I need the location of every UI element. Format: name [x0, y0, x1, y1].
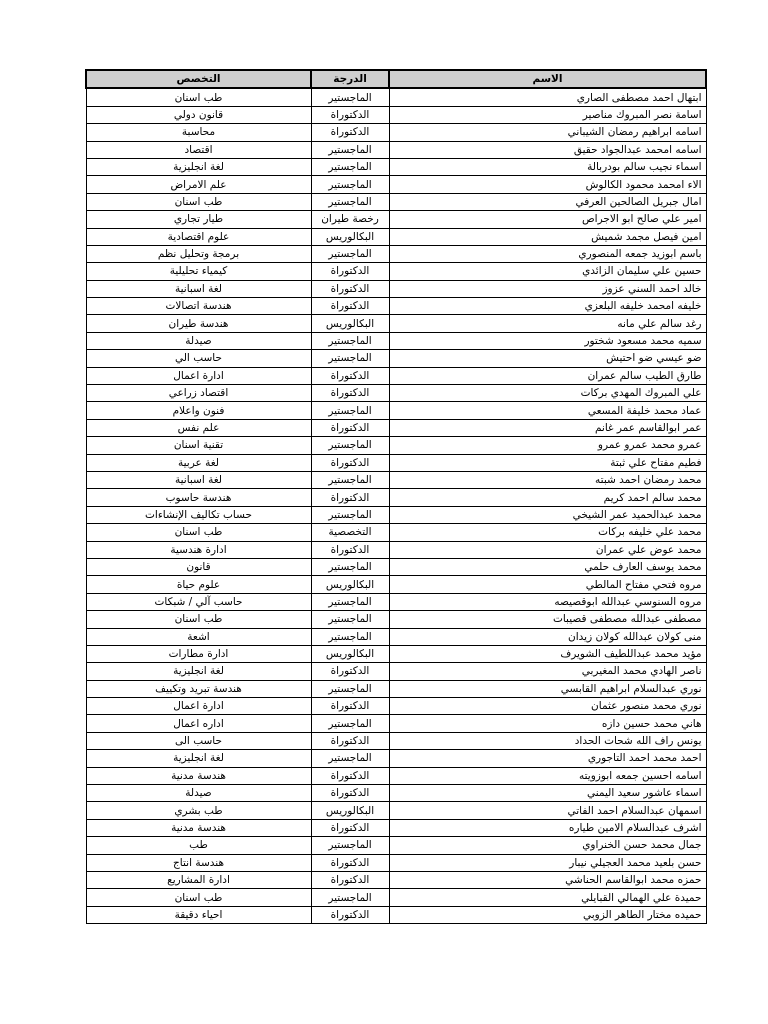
- cell-degree: الدكتوراة: [311, 280, 389, 297]
- cell-name: نوري محمد منصور عثمان: [389, 698, 706, 715]
- cell-specialization: اقتصاد زراعي: [86, 385, 311, 402]
- cell-specialization: طب بشري: [86, 802, 311, 819]
- cell-specialization: حساب تكاليف الإنشاءات: [86, 506, 311, 523]
- table-row: [86, 245, 706, 262]
- cell-name: الاء امحمد محمود الكالوش: [389, 176, 706, 193]
- table-row: [86, 124, 706, 141]
- table-row: [86, 88, 706, 106]
- cell-name: فطيم مفتاح علي ثبتة: [389, 454, 706, 471]
- table-row: [86, 106, 706, 123]
- cell-degree: البكالوريس: [311, 576, 389, 593]
- cell-degree: الدكتوراة: [311, 454, 389, 471]
- cell-specialization: لغة اسبانية: [86, 280, 311, 297]
- cell-name: اسامه ابراهيم رمضان الشيباني: [389, 124, 706, 141]
- table-row: [86, 263, 706, 280]
- cell-specialization: هندسة تبريد وتكييف: [86, 680, 311, 697]
- cell-name: اسامه امحمد عبدالجواد حقيق: [389, 141, 706, 158]
- cell-specialization: قانون: [86, 558, 311, 575]
- cell-degree: الماجستير: [311, 402, 389, 419]
- cell-degree: الماجستير: [311, 193, 389, 210]
- cell-name: محمد عوض علي عمران: [389, 541, 706, 558]
- cell-name: حسن بلعيد محمد العجيلي نيبار: [389, 854, 706, 871]
- cell-degree: الدكتوراة: [311, 541, 389, 558]
- cell-specialization: فنون واعلام: [86, 402, 311, 419]
- cell-degree: الدكتوراة: [311, 385, 389, 402]
- cell-name: امال جبريل الصالحين العرفي: [389, 193, 706, 210]
- cell-specialization: محاسبة: [86, 124, 311, 141]
- table-row: [86, 524, 706, 541]
- cell-specialization: هندسة مدنية: [86, 767, 311, 784]
- cell-specialization: طب اسنان: [86, 611, 311, 628]
- cell-degree: الماجستير: [311, 680, 389, 697]
- table-row: [86, 680, 706, 697]
- cell-specialization: طب اسنان: [86, 889, 311, 906]
- cell-specialization: لغة انجليزية: [86, 663, 311, 680]
- header-specialization: التخصص: [86, 70, 311, 88]
- table-row: [86, 558, 706, 575]
- cell-name: ناصر الهادي محمد المغيربي: [389, 663, 706, 680]
- table-row: [86, 419, 706, 436]
- cell-degree: الدكتوراة: [311, 419, 389, 436]
- cell-specialization: طب اسنان: [86, 88, 311, 106]
- cell-specialization: هندسة انتاج: [86, 854, 311, 871]
- cell-degree: الماجستير: [311, 558, 389, 575]
- cell-degree: الدكتوراة: [311, 663, 389, 680]
- cell-specialization: حاسب الي: [86, 350, 311, 367]
- cell-name: امير علي صالح ابو الاجراص: [389, 211, 706, 228]
- cell-degree: الدكتوراة: [311, 732, 389, 749]
- cell-specialization: اشعة: [86, 628, 311, 645]
- cell-name: منى كولان عبدالله كولان زيدان: [389, 628, 706, 645]
- table-row: [86, 767, 706, 784]
- cell-specialization: صيدلة: [86, 785, 311, 802]
- table-row: [86, 889, 706, 906]
- cell-specialization: برمجة وتحليل نظم: [86, 245, 311, 262]
- cell-name: جمال محمد حسن الخنراوي: [389, 837, 706, 854]
- table-row: [86, 506, 706, 523]
- cell-specialization: كيمياء تحليلية: [86, 263, 311, 280]
- cell-name: اسماء عاشور سعيد اليمني: [389, 785, 706, 802]
- cell-degree: الماجستير: [311, 88, 389, 106]
- table-row: [86, 871, 706, 888]
- table-row: [86, 489, 706, 506]
- cell-specialization: طب اسنان: [86, 524, 311, 541]
- cell-degree: الماجستير: [311, 611, 389, 628]
- cell-degree: الماجستير: [311, 628, 389, 645]
- table-row: [86, 471, 706, 488]
- cell-name: يونس راف الله شحات الحداد: [389, 732, 706, 749]
- table-row: [86, 298, 706, 315]
- table-row: [86, 402, 706, 419]
- table-row: [86, 819, 706, 836]
- cell-degree: الدكتوراة: [311, 106, 389, 123]
- table-row: [86, 454, 706, 471]
- cell-name: محمد عبدالحميد عمر الشيخي: [389, 506, 706, 523]
- cell-degree: الدكتوراة: [311, 263, 389, 280]
- cell-specialization: علوم اقتصادية: [86, 228, 311, 245]
- cell-degree: الماجستير: [311, 889, 389, 906]
- cell-name: حمزه محمد ابوالقاسم الحناشي: [389, 871, 706, 888]
- table-row: [86, 715, 706, 732]
- header-name: الاسم: [389, 70, 706, 88]
- cell-degree: الماجستير: [311, 158, 389, 175]
- cell-specialization: طيار تجاري: [86, 211, 311, 228]
- cell-name: مروه السنوسي عبدالله ابوقصيصه: [389, 593, 706, 610]
- cell-specialization: اداره اعمال: [86, 715, 311, 732]
- cell-name: عماد محمد خليفة المسعي: [389, 402, 706, 419]
- cell-name: هاني محمد حسين دازه: [389, 715, 706, 732]
- table-row: [86, 663, 706, 680]
- cell-degree: الماجستير: [311, 471, 389, 488]
- cell-name: علي المبروك المهدي بركات: [389, 385, 706, 402]
- cell-name: اسامة نصر المبروك مناصير: [389, 106, 706, 123]
- cell-name: عمر ابوالقاسم عمر غانم: [389, 419, 706, 436]
- cell-specialization: لغة اسبانية: [86, 471, 311, 488]
- cell-name: محمد علي خليفه بركات: [389, 524, 706, 541]
- cell-specialization: ادارة هندسية: [86, 541, 311, 558]
- table-row: [86, 906, 706, 923]
- cell-specialization: ادارة مطارات: [86, 645, 311, 662]
- cell-name: محمد رمضان احمد شبته: [389, 471, 706, 488]
- cell-name: ابتهال احمد مصطفى الصاري: [389, 88, 706, 106]
- cell-name: مروه فتحي مفتاح المالطي: [389, 576, 706, 593]
- cell-degree: الماجستير: [311, 245, 389, 262]
- cell-degree: الماجستير: [311, 437, 389, 454]
- cell-degree: الدكتوراة: [311, 906, 389, 923]
- table-row: [86, 158, 706, 175]
- table-row: [86, 315, 706, 332]
- cell-specialization: طب اسنان: [86, 193, 311, 210]
- table-row: [86, 176, 706, 193]
- table-row: [86, 576, 706, 593]
- cell-specialization: هندسة مدنية: [86, 819, 311, 836]
- cell-name: سميه محمد مسعود شختور: [389, 332, 706, 349]
- cell-specialization: حاسب آلي / شبكات: [86, 593, 311, 610]
- cell-degree: الماجستير: [311, 750, 389, 767]
- table-row: [86, 732, 706, 749]
- cell-degree: البكالوريس: [311, 228, 389, 245]
- cell-name: اسماء نجيب سالم بودربالة: [389, 158, 706, 175]
- cell-degree: الماجستير: [311, 593, 389, 610]
- header-row: [86, 70, 706, 88]
- cell-specialization: احياء دقيقة: [86, 906, 311, 923]
- cell-degree: البكالوريس: [311, 802, 389, 819]
- table-row: [86, 437, 706, 454]
- cell-name: طارق الطيب سالم عمران: [389, 367, 706, 384]
- table-row: [86, 611, 706, 628]
- cell-degree: الدكتوراة: [311, 298, 389, 315]
- cell-specialization: ادارة المشاريع: [86, 871, 311, 888]
- table-row: [86, 332, 706, 349]
- cell-specialization: ادارة اعمال: [86, 367, 311, 384]
- cell-degree: الدكتوراة: [311, 767, 389, 784]
- cell-name: امين فيصل مجمد شميش: [389, 228, 706, 245]
- cell-degree: الماجستير: [311, 506, 389, 523]
- table-row: [86, 350, 706, 367]
- cell-degree: الدكتوراة: [311, 785, 389, 802]
- table-row: [86, 628, 706, 645]
- cell-name: محمد سالم احمد كريم: [389, 489, 706, 506]
- data-table: [85, 69, 707, 924]
- header-degree: الدرجة: [311, 70, 389, 88]
- table-row: [86, 698, 706, 715]
- table-row: [86, 837, 706, 854]
- cell-name: اسامه احسين جمعه ابوزويته: [389, 767, 706, 784]
- cell-degree: البكالوريس: [311, 645, 389, 662]
- cell-degree: الدكتوراة: [311, 124, 389, 141]
- cell-name: مؤيد محمد عبداللطيف الشويرف: [389, 645, 706, 662]
- cell-specialization: حاسب الى: [86, 732, 311, 749]
- cell-specialization: صيدلة: [86, 332, 311, 349]
- cell-degree: الدكتوراة: [311, 819, 389, 836]
- cell-degree: التخصصية: [311, 524, 389, 541]
- cell-specialization: لغة انجليزية: [86, 158, 311, 175]
- table-row: [86, 593, 706, 610]
- table-row: [86, 750, 706, 767]
- cell-specialization: لغة انجليزية: [86, 750, 311, 767]
- cell-specialization: هندسة طيران: [86, 315, 311, 332]
- cell-degree: الماجستير: [311, 176, 389, 193]
- table-row: [86, 193, 706, 210]
- table-row: [86, 280, 706, 297]
- cell-name: حميده مختار الطاهر الزوبي: [389, 906, 706, 923]
- table-row: [86, 541, 706, 558]
- cell-degree: الماجستير: [311, 837, 389, 854]
- cell-degree: الماجستير: [311, 141, 389, 158]
- cell-name: باسم ابوزيد جمعه المنصوري: [389, 245, 706, 262]
- table-row: [86, 141, 706, 158]
- table-row: [86, 228, 706, 245]
- table-row: [86, 854, 706, 871]
- cell-specialization: علوم حياة: [86, 576, 311, 593]
- cell-specialization: لغة عربية: [86, 454, 311, 471]
- cell-specialization: قانون دولي: [86, 106, 311, 123]
- cell-degree: رخصة طيران: [311, 211, 389, 228]
- cell-degree: الدكتوراة: [311, 854, 389, 871]
- cell-degree: البكالوريس: [311, 315, 389, 332]
- cell-name: احمد محمد احمد التاجوري: [389, 750, 706, 767]
- cell-specialization: علم الامراض: [86, 176, 311, 193]
- cell-degree: الدكتوراة: [311, 871, 389, 888]
- cell-name: اشرف عبدالسلام الامين طياره: [389, 819, 706, 836]
- cell-name: ضو عيسي ضو احتيش: [389, 350, 706, 367]
- cell-degree: الماجستير: [311, 350, 389, 367]
- cell-name: محمد يوسف العارف حلمي: [389, 558, 706, 575]
- cell-specialization: علم نفس: [86, 419, 311, 436]
- table-row: [86, 385, 706, 402]
- cell-degree: الماجستير: [311, 332, 389, 349]
- cell-name: حسين علي سليمان الزائدي: [389, 263, 706, 280]
- cell-name: اسمهان عبدالسلام احمد الفاتي: [389, 802, 706, 819]
- cell-specialization: طب: [86, 837, 311, 854]
- cell-degree: الماجستير: [311, 715, 389, 732]
- table-body: [86, 88, 706, 923]
- cell-name: عمرو محمد عمرو عمرو: [389, 437, 706, 454]
- table-row: [86, 802, 706, 819]
- table-row: [86, 645, 706, 662]
- cell-degree: الدكتوراة: [311, 367, 389, 384]
- cell-degree: الدكتوراة: [311, 489, 389, 506]
- table-row: [86, 785, 706, 802]
- cell-name: حميدة علي الهمالي القبايلي: [389, 889, 706, 906]
- cell-specialization: اقتصاد: [86, 141, 311, 158]
- cell-specialization: هندسة حاسوب: [86, 489, 311, 506]
- cell-specialization: هندسة اتصالات: [86, 298, 311, 315]
- cell-name: مصطفى عبدالله مصطفى قصيبات: [389, 611, 706, 628]
- table-row: [86, 367, 706, 384]
- cell-specialization: تقنية اسنان: [86, 437, 311, 454]
- cell-name: خليفه امحمد خليفه البلعزي: [389, 298, 706, 315]
- cell-name: رغد سالم علي مانه: [389, 315, 706, 332]
- cell-degree: الدكتوراة: [311, 698, 389, 715]
- cell-name: خالد احمد السني عزوز: [389, 280, 706, 297]
- cell-name: نوري عبدالسلام ابراهيم القابسي: [389, 680, 706, 697]
- cell-specialization: ادارة اعمال: [86, 698, 311, 715]
- table-row: [86, 211, 706, 228]
